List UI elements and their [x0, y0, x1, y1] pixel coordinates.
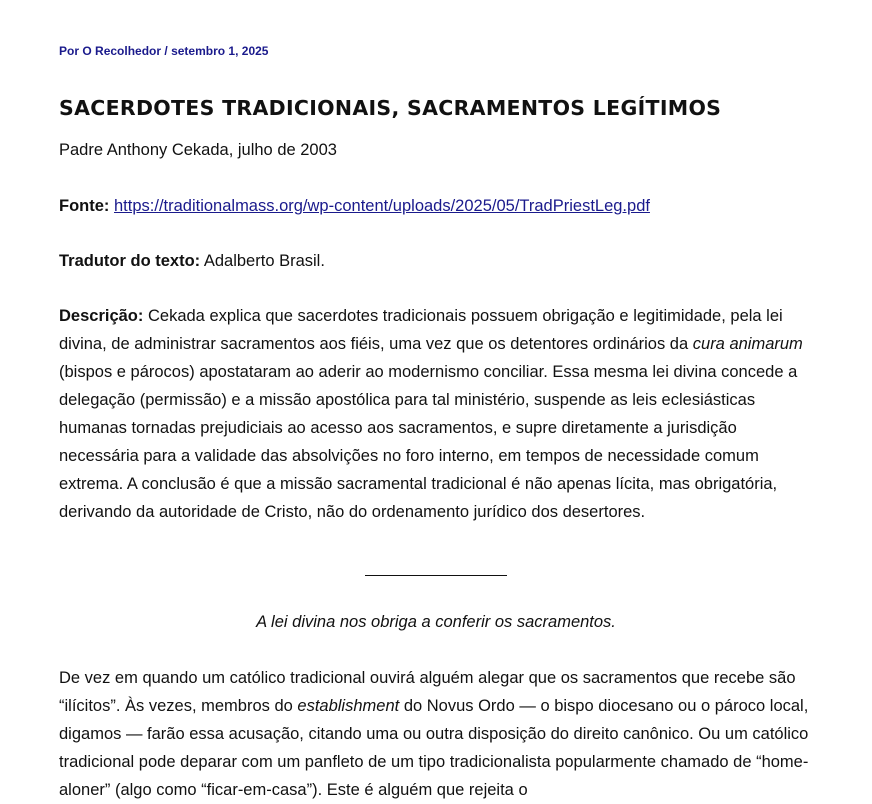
description-text-1: Cekada explica que sacerdotes tradicionais possuem obrigação e legitimidade, pela lei divina, de administrar sacramentos aos fiéis, uma vez que os detentores ordinários da [59, 307, 783, 353]
byline: Padre Anthony Cekada, julho de 2003 [59, 141, 337, 159]
source-link[interactable]: https://traditionalmass.org/wp-content/uploads/2025/05/TradPriestLeg.pdf [114, 197, 650, 215]
body-text-2: do Novus Ordo — o bispo diocesano ou o pároco local, digamos — farão essa acusação, citando uma ou outra disposição do direito canônico. Ou um católico tradicional pode deparar com um panfleto de um tipo tradicionalista popularmente chamado de “home-aloner” (algo como “ficar-em-casa”). Este é alguém que rejeita o [59, 697, 809, 799]
section-divider [365, 575, 507, 576]
post-meta [59, 44, 268, 58]
body-paragraph [59, 664, 815, 804]
date-link[interactable]: setembro 1, 2025 [171, 44, 269, 58]
source-line [59, 192, 819, 220]
translator-name: Adalberto Brasil. [203, 252, 325, 270]
description-label: Descrição: [59, 307, 144, 325]
source-label: Fonte: [59, 197, 110, 215]
description-paragraph [59, 302, 815, 526]
body-italic: establishment [297, 697, 400, 715]
meta-separator: / [164, 44, 168, 58]
description-italic: cura animarum [692, 335, 803, 353]
translator-line [59, 247, 819, 275]
body-text-1: De vez em quando um católico tradicional ouvirá alguém alegar que os sacramentos que recebe são “ilícitos”. Às vezes, membros do [59, 669, 796, 715]
description-text-2: (bispos e párocos) apostataram ao aderir ao modernismo conciliar. Essa mesma lei divina concede a delegação (permissão) e a missão apostólica para tal ministério, suspende as leis eclesiásticas humanas tornadas prejudiciais ao acesso aos sacramentos, e supre diretamente a jurisdição necessária para a validade das absolvições no foro interno, em tempos de necessidade comum extrema. A conclusão é que a missão sacramental tradicional é não apenas lícita, mas obrigatória, derivando da autoridade de Cristo, não do ordenamento jurídico dos desertores. [59, 363, 798, 521]
article-title: SACERDOTES TRADICIONAIS, SACRAMENTOS LEGÍTIMOS [59, 96, 722, 120]
author-link[interactable]: O Recolhedor [82, 44, 162, 58]
translator-label: Tradutor do texto: [59, 252, 201, 270]
section-heading: A lei divina nos obriga a conferir os sacramentos. [256, 613, 616, 631]
meta-prefix: Por [59, 44, 80, 58]
